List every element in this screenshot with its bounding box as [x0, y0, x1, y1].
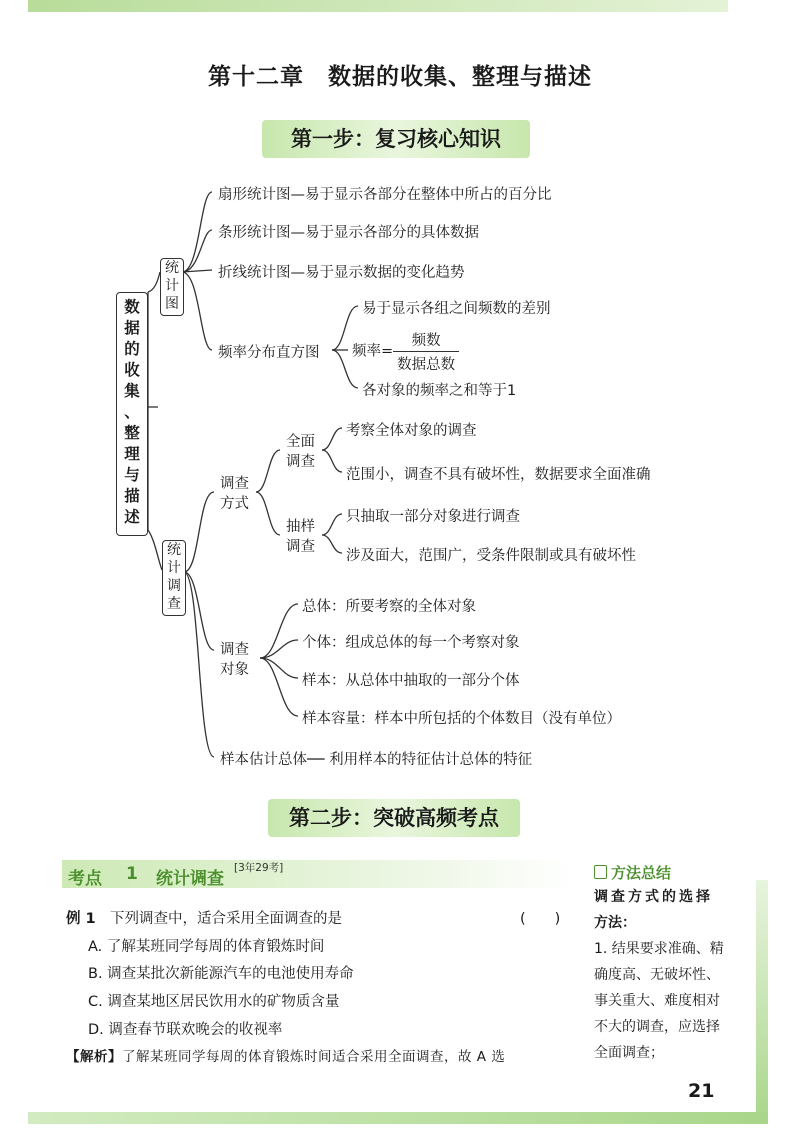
summary-line-1: 调查方式的选择 [594, 889, 713, 905]
right-decor-bar [756, 880, 768, 1124]
step1-banner: 第一步：复习核心知识 [262, 120, 530, 158]
sample-survey-point-1: 只抽取一部分对象进行调查 [346, 509, 520, 525]
line-chart-desc: 折线统计图—易于显示数据的变化趋势 [218, 265, 465, 281]
object-population: 总体：所要考察的全体对象 [302, 599, 476, 615]
formula-fraction [393, 329, 459, 374]
kaodian-label: 考点 [68, 869, 102, 889]
option-b: B. 调查某批次新能源汽车的电池使用寿命 [88, 966, 354, 982]
option-d: D. 调查春节联欢晚会的收视率 [88, 1022, 283, 1038]
formula-denominator: 数据总数 [397, 357, 456, 373]
summary-line-4: 确度高、无破坏性、 [594, 967, 720, 983]
sample-survey-point-2: 涉及面大，范围广，受条件限制或具有破坏性 [346, 548, 636, 564]
analysis [66, 1045, 505, 1065]
step2-banner: 第二步：突破高频考点 [268, 799, 520, 837]
sample-estimate: 样本估计总体── 利用样本的特征估计总体的特征 [220, 752, 533, 768]
kaodian-header [62, 860, 574, 888]
summary-line-7: 全面调查； [594, 1045, 664, 1061]
analysis-label: 【解析】 [66, 1049, 122, 1065]
histogram-point-1: 易于显示各组之间频数的差别 [362, 301, 551, 317]
frequency-formula [352, 329, 459, 374]
root-node: 数 据 的 收 集 、 整 理 与 描 述 [116, 292, 148, 536]
top-decor-bar [28, 0, 728, 12]
option-a: A. 了解某班同学每周的体育锻炼时间 [88, 939, 325, 955]
object-sample: 样本：从总体中抽取的一部分个体 [302, 673, 520, 689]
page-number: 21 [688, 1080, 715, 1102]
kaodian-frequency: [3年29考] [234, 862, 284, 874]
node-stat-chart: 统 计 图 [160, 258, 184, 316]
pie-chart-desc: 扇形统计图—易于显示各部分在整体中所占的百分比 [218, 187, 552, 203]
node-stat-survey: 统 计 调 查 [162, 540, 186, 616]
node-survey-method: 调查 方式 [220, 476, 249, 512]
node-sample-survey: 抽样 调查 [286, 519, 315, 555]
formula-numerator: 频数 [393, 329, 459, 352]
answer-paren: ( ) [520, 911, 561, 927]
method-summary-title: 方法总结 [611, 864, 672, 882]
full-survey-point-2: 范围小，调查不具有破坏性，数据要求全面准确 [346, 467, 651, 483]
object-individual: 个体：组成总体的每一个考察对象 [302, 635, 520, 651]
method-summary-body [594, 884, 724, 1066]
formula-prefix: 频率= [352, 343, 394, 360]
bar-chart-desc: 条形统计图—易于显示各部分的具体数据 [218, 225, 479, 241]
node-full-survey: 全面 调查 [286, 434, 315, 470]
analysis-text: 了解某班同学每周的体育锻炼时间适合采用全面调查，故 A 选 [122, 1049, 506, 1065]
summary-line-5: 事关重大、难度相对 [594, 993, 720, 1009]
bottom-decor-bar [28, 1112, 768, 1124]
summary-line-3: 1. 结果要求准确、精 [594, 941, 724, 957]
kaodian-title: 统计调查 [156, 869, 224, 889]
chapter-title: 第十二章 数据的收集、整理与描述 [208, 64, 592, 90]
kaodian-number: 1 [126, 864, 138, 884]
book-icon [594, 865, 607, 879]
summary-line-6: 不大的调查，应选择 [594, 1019, 720, 1035]
full-survey-point-1: 考察全体对象的调查 [346, 423, 477, 439]
histogram-label: 频率分布直方图 [218, 345, 320, 361]
option-c: C. 调查某地区居民饮用水的矿物质含量 [88, 994, 340, 1010]
node-survey-object: 调查 对象 [220, 642, 249, 678]
example-question: 下列调查中，适合采用全面调查的是 [110, 911, 342, 927]
method-summary-header [594, 862, 671, 883]
example-label: 例 1 [66, 911, 96, 927]
object-sample-size: 样本容量：样本中所包括的个体数目（没有单位） [302, 711, 621, 727]
summary-line-2: 方法： [594, 915, 636, 931]
histogram-point-3: 各对象的频率之和等于1 [362, 383, 517, 399]
